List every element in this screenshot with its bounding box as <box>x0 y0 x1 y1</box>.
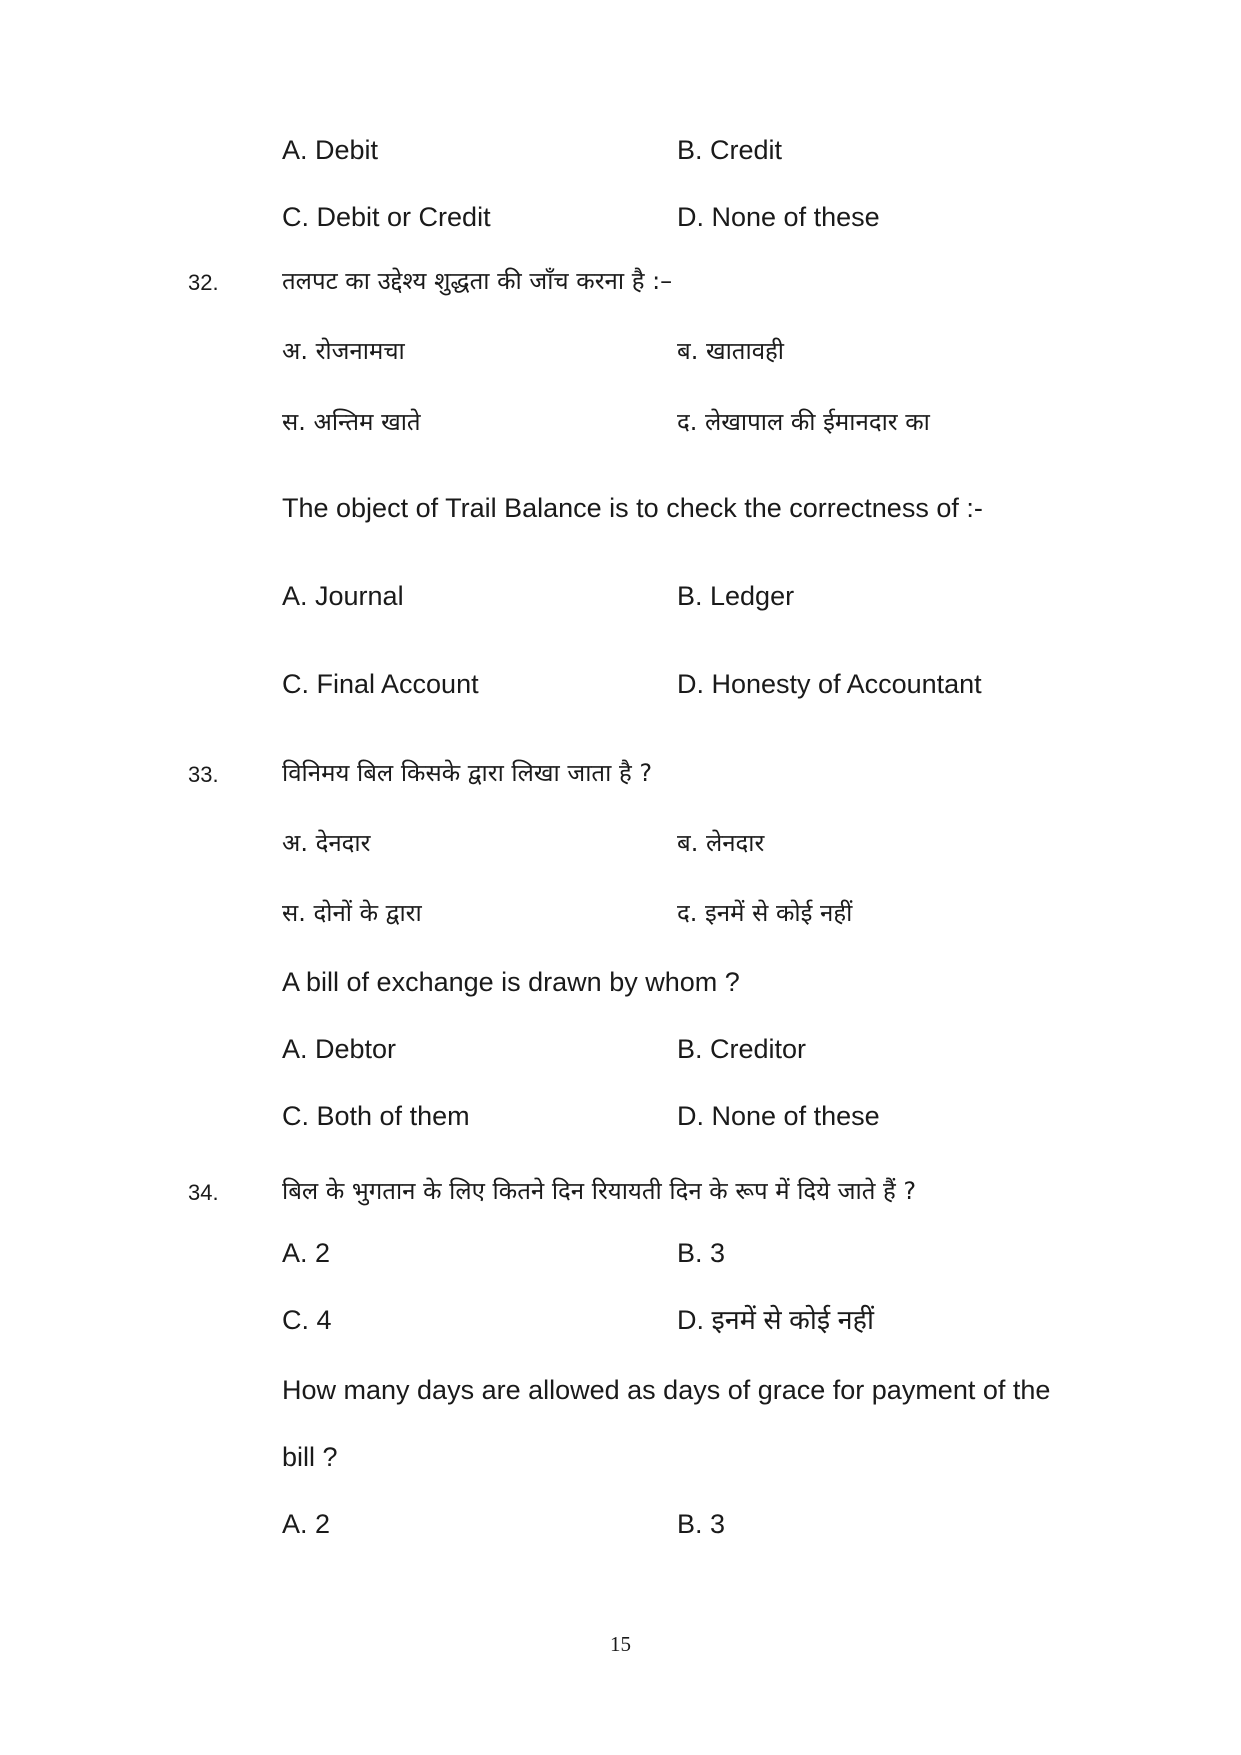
q32-option-d: D. Honesty of Accountant <box>677 669 982 699</box>
q32-hindi-option-a: अ. रोजनामचा <box>282 337 405 365</box>
q31-option-d: D. None of these <box>677 202 880 232</box>
q33-hindi-option-c: स. दोनों के द्वारा <box>282 899 422 927</box>
q34-english-question-line1: How many days are allowed as days of grace for payment of the <box>282 1375 1051 1405</box>
q34-hindi-option-b: B. 3 <box>677 1238 726 1268</box>
q33-option-c: C. Both of them <box>282 1101 470 1131</box>
q32-number: 32. <box>188 270 219 295</box>
q34-hindi-question: बिल के भुगतान के लिए कितने दिन रियायती दिन के रूप में दिये जाते हैं ? <box>282 1177 917 1205</box>
q34-option-b: B. 3 <box>677 1509 726 1539</box>
q33-hindi-question: विनिमय बिल किसके द्वारा लिखा जाता है ? <box>282 759 653 787</box>
q33-hindi-option-a: अ. देनदार <box>282 829 371 857</box>
q32-hindi-question: तलपट का उद्देश्य शुद्धता की जाँच करना है :– <box>282 267 673 295</box>
q34-number: 34. <box>188 1180 219 1205</box>
q33-hindi-option-b: ब. लेनदार <box>677 829 765 857</box>
q33-hindi-option-d: द. इनमें से कोई नहीं <box>677 899 853 927</box>
q34-option-a: A. 2 <box>282 1509 331 1539</box>
q33-option-b: B. Creditor <box>677 1034 807 1064</box>
page-number: 15 <box>610 1632 631 1656</box>
q34-hindi-option-d: D. इनमें से कोई नहीं <box>677 1305 874 1335</box>
q31-option-b: B. Credit <box>677 135 783 165</box>
q33-option-a: A. Debtor <box>282 1034 397 1064</box>
q32-hindi-option-d: द. लेखापाल की ईमानदार का <box>677 408 930 436</box>
q34-hindi-option-a: A. 2 <box>282 1238 331 1268</box>
q34-hindi-option-c: C. 4 <box>282 1305 332 1335</box>
q34-english-question-line2: bill ? <box>282 1442 338 1472</box>
q31-option-a: A. Debit <box>282 135 379 165</box>
q31-option-c: C. Debit or Credit <box>282 202 491 232</box>
q33-english-question: A bill of exchange is drawn by whom ? <box>282 967 740 997</box>
q32-option-b: B. Ledger <box>677 581 795 611</box>
q33-number: 33. <box>188 762 219 787</box>
q32-option-c: C. Final Account <box>282 669 479 699</box>
q33-option-d: D. None of these <box>677 1101 880 1131</box>
q32-option-a: A. Journal <box>282 581 404 611</box>
q32-hindi-option-c: स. अन्तिम खाते <box>282 408 421 436</box>
q32-english-question: The object of Trail Balance is to check the correctness of :- <box>282 493 983 523</box>
q32-hindi-option-b: ब. खातावही <box>677 337 785 365</box>
